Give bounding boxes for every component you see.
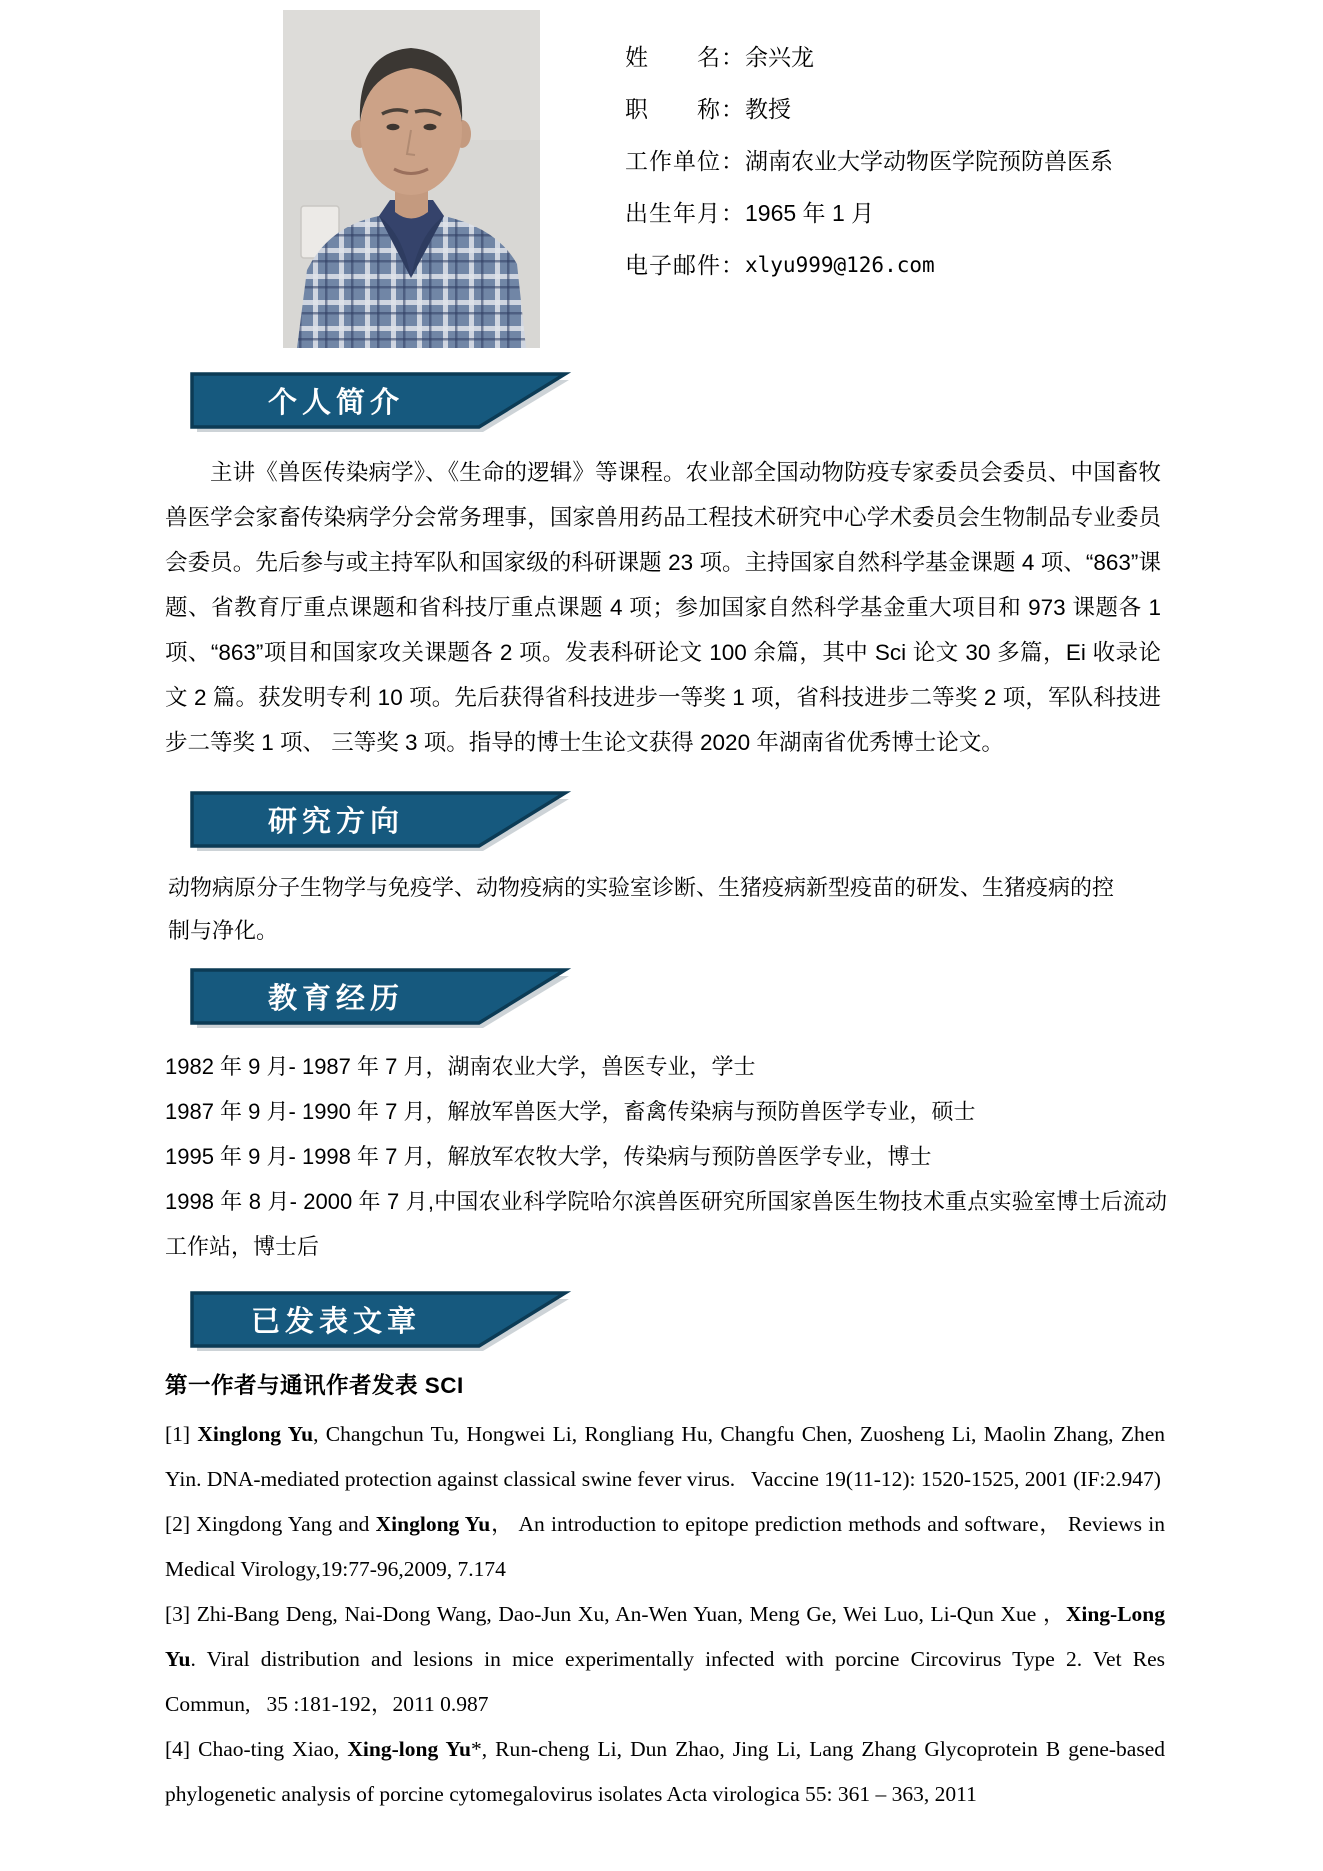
info-label: 姓 名： [625,44,745,70]
publication-text: . Viral distribution and lesions in mice experimentally infected with porcine Circovirus Type 2. Vet Res Commun, 35 :181-192，2011 0.987 [165,1647,1165,1716]
section-banner-intro [190,372,572,436]
section-title-research: 研究方向 [267,805,404,838]
author-highlight: Xinglong Yu [197,1422,314,1446]
info-value: 余兴龙 [745,44,814,70]
publications-list [165,1412,1165,1817]
info-label: 职 称： [625,96,745,122]
profile-info [625,42,1113,302]
info-row-2 [625,146,1113,198]
publication-entry-0 [165,1412,1165,1502]
section-banner-publications [190,1291,572,1355]
info-value: 湖南农业大学动物医学院预防兽医系 [745,148,1113,174]
publication-text: , Changchun Tu, Hongwei Li, Rongliang Hu, Changfu Chen, Zuosheng Li, Maolin Zhang, Zhen Yin. DNA-mediated protection against classical swine fever virus. Vaccine 19(11-12): 1520-1525, 2001 (IF:2.947) [165,1422,1165,1491]
publication-text: [2] Xingdong Yang and [165,1512,376,1536]
section-title-education: 教育经历 [267,982,404,1015]
section-banner-education [190,968,572,1032]
publications-subtitle: 第一作者与通讯作者发表 SCI [165,1373,464,1398]
info-value: 1965 年 1 月 [745,200,875,226]
education-item-1: 1987 年 9 月- 1990 年 7 月，解放军兽医大学，畜禽传染病与预防兽医学专业，硕士 [165,1099,976,1124]
research-paragraph: 动物病原分子生物学与免疫学、动物疫病的实验室诊断、生猪疫病新型疫苗的研发、生猪疫病的控制与净化。 [168,875,1115,943]
publication-text: [4] Chao-ting Xiao, [165,1737,348,1761]
info-row-0 [625,42,1113,94]
info-value: xlyu999@126.com [745,253,935,277]
education-list [165,1044,1167,1269]
info-value: 教授 [745,96,791,122]
education-item-0: 1982 年 9 月- 1987 年 7 月，湖南农业大学，兽医专业，学士 [165,1054,756,1079]
info-row-3 [625,198,1113,250]
info-label: 工作单位： [625,148,745,174]
info-row-1 [625,94,1113,146]
section-title-publications: 已发表文章 [250,1305,421,1338]
publication-entry-2 [165,1592,1165,1727]
publication-text: [3] Zhi-Bang Deng, Nai-Dong Wang, Dao-Jun Xu, An-Wen Yuan, Meng Ge, Wei Luo, Li-Qun Xue ， [165,1602,1066,1626]
publication-text: *, Run-cheng Li, Dun Zhao, Jing Li, Lang Zhang Glycoprotein B gene-based phylogenetic analysis of porcine cytomegalovirus isolates Acta virologica 55: 361 – 363, 2011 [165,1737,1165,1806]
portrait-photo-illustration [283,10,540,348]
education-item-2: 1995 年 9 月- 1998 年 7 月，解放军农牧大学，传染病与预防兽医学专业，博士 [165,1144,932,1169]
publication-text: ， An introduction to epitope prediction methods and software， Reviews in Medical Virology,19:77-96,2009, 7.174 [165,1512,1166,1581]
info-label: 出生年月： [625,200,745,226]
author-highlight: Xinglong Yu [375,1512,491,1536]
section-title-intro: 个人简介 [267,386,404,419]
publication-entry-1 [165,1502,1165,1592]
publication-text: [1] [165,1422,198,1446]
education-item-3: 1998 年 8 月- 2000 年 7 月,中国农业科学院哈尔滨兽医研究所国家兽医生物技术重点实验室博士后流动工作站，博士后 [165,1189,1167,1259]
info-label: 电子邮件： [625,252,745,278]
info-row-4 [625,250,1113,302]
section-banner-research [190,791,572,855]
intro-paragraph: 主讲《兽医传染病学》、《生命的逻辑》等课程。农业部全国动物防疫专家委员会委员、中国畜牧兽医学会家畜传染病学分会常务理事，国家兽用药品工程技术研究中心学术委员会生物制品专业委员会委员。先后参与或主持军队和国家级的科研课题 23 项。主持国家自然科学基金课题 4 项、“863”课题、省教育厅重点课题和省科技厅重点课题 4 项；参加国家自然科学基金重大项目和 973 课题各 1 项、“863”项目和国家攻关课题各 2 项。发表科研论文 100 余篇，其中 Sci 论文 30 多篇，Ei 收录论文 2 篇。获发明专利 10 项。先后获得省科技进步一等奖 1 项，省科技进步二等奖 2 项，军队科技进步二等奖 1 项、 三等奖 3 项。指导的博士生论文获得 2020 年湖南省优秀博士论文。 [165,460,1161,755]
publication-entry-3 [165,1727,1165,1817]
author-highlight: Xing-Long Yu [165,1602,1165,1671]
author-highlight: Xing-long Yu [347,1737,471,1761]
profile-photo [283,10,540,348]
